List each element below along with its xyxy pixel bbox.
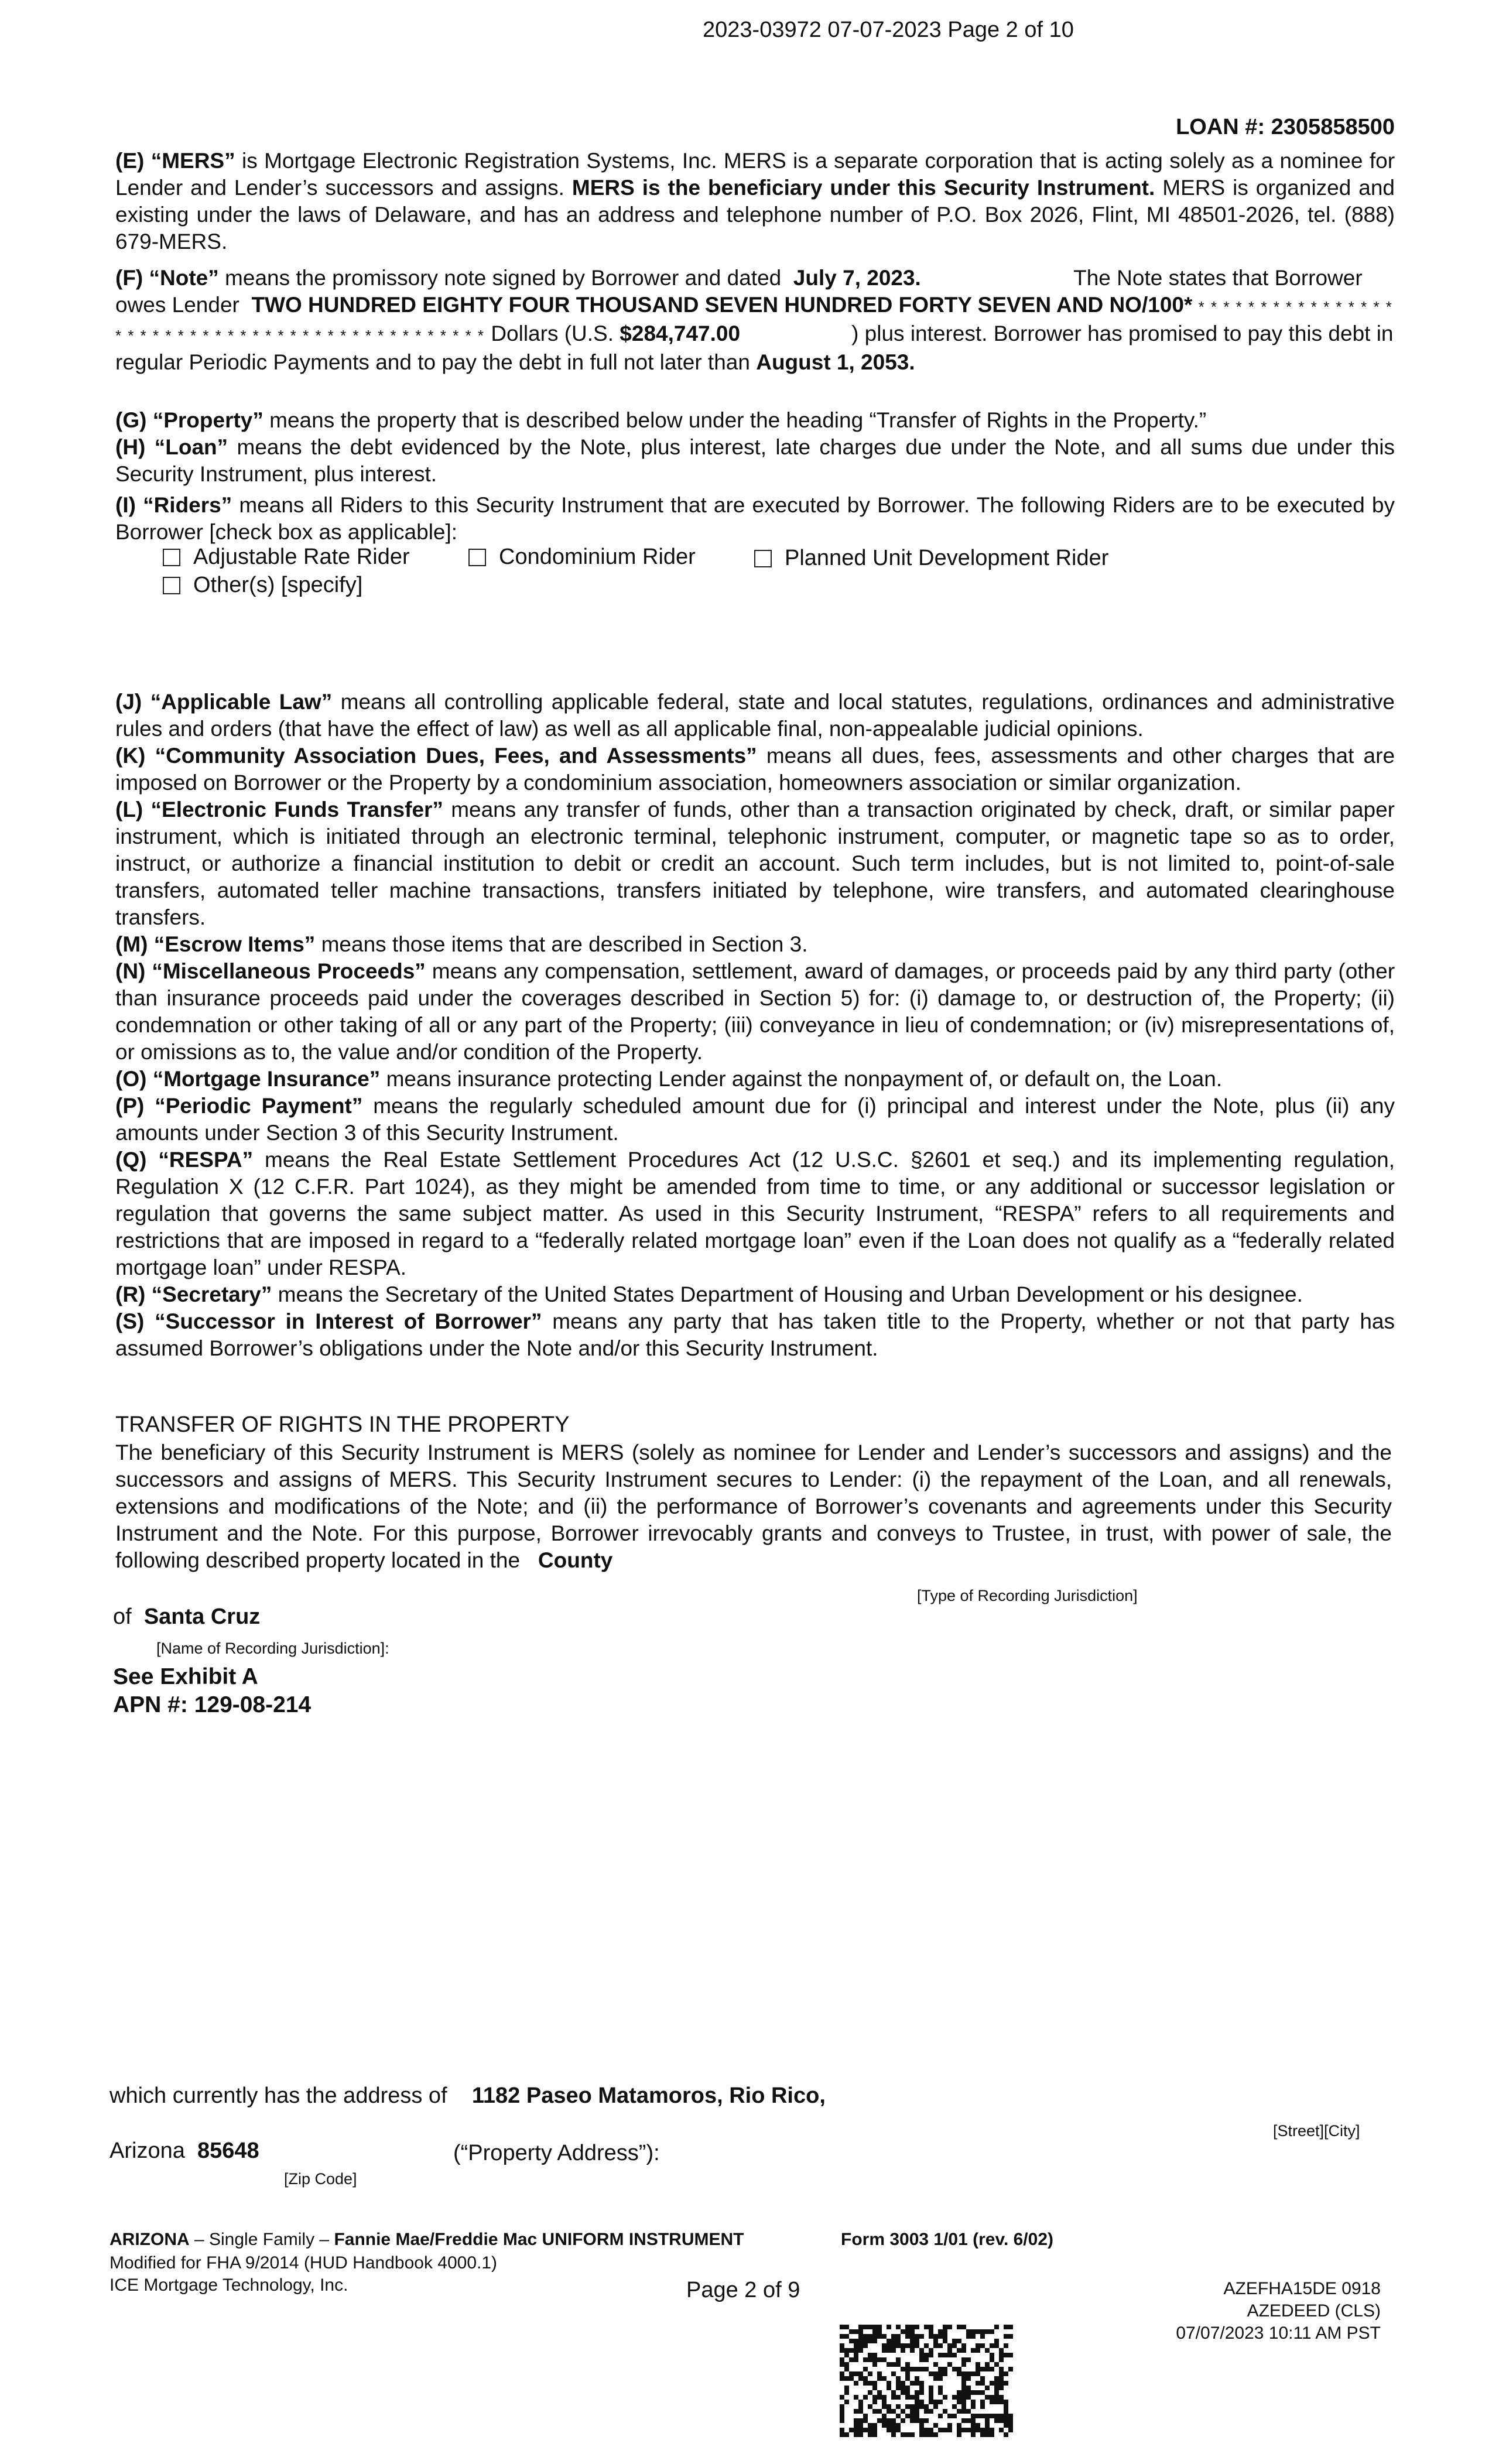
jurisdiction-type-caption: [Type of Recording Jurisdiction] xyxy=(917,1587,1138,1604)
definition-r: (R) “Secretary” means the Secretary of the United States Department of Housing and Urban Development or his designee. xyxy=(115,1282,1303,1306)
definition-p: (P) “Periodic Payment” means the regularly scheduled amount due for (i) principal and interest under the Note, plus (ii) any amounts under Section 3 of this Security Instrument. xyxy=(115,1094,1395,1145)
street-city-caption: [Street][City] xyxy=(1273,2122,1360,2140)
definition-q: (Q) “RESPA” means the Real Estate Settlement Procedures Act (12 U.S.C. §2601 et seq.) and its implementing regulation, Regulation X (12 C.F.R. Part 1024), as they might be amended from time to time, or any additional or successor legislation or regulation that governs the same subject matter. As used in this Security Instrument, “RESPA” refers to all requirements and restrictions that are imposed in regard to a “federally related mortgage loan” even if the Loan does not qualify as a “federally related mortgage loan” under RESPA. xyxy=(115,1148,1395,1279)
loan-number-value: 2305858500 xyxy=(1271,115,1395,139)
rider-other[interactable]: Other(s) [specify] xyxy=(163,573,362,598)
definition-h: (H) “Loan” means the debt evidenced by the Note, plus interest, late charges due under the Note, and all sums due under this Security Instrument, plus interest. xyxy=(115,435,1395,486)
jurisdiction-name-caption: [Name of Recording Jurisdiction]: xyxy=(156,1640,389,1657)
checkbox[interactable] xyxy=(468,549,486,566)
legal-description-2: APN #: 129-08-214 xyxy=(113,1692,312,1717)
loan-number-label: LOAN #: xyxy=(1176,115,1265,139)
definition-i: (I) “Riders” means all Riders to this Security Instrument that are executed by Borrower. The following Riders are to be executed by Borrower [check box as applicable]: xyxy=(115,493,1395,544)
definition-e: (E) “MERS” is Mortgage Electronic Registration Systems, Inc. MERS is a separate corporation that is acting solely as a nominee for Lender and Lender’s successors and assigns. MERS is the beneficiary under this Security Instrument. MERS is organized and existing under the laws of Delaware, and has an address and telephone number of P.O. Box 2026, Flint, MI 48501-2026, tel. (888) 679-MERS. xyxy=(115,149,1395,254)
definitions-j-to-s xyxy=(115,689,1395,1362)
barcode-image xyxy=(840,2325,1013,2437)
property-address-label: (“Property Address”): xyxy=(453,2141,660,2165)
definition-l: (L) “Electronic Funds Transfer” means any transfer of funds, other than a transaction originated by check, draft, or similar paper instrument, which is initiated through an electronic terminal, telephonic instrument, computer, or magnetic tape so as to order, instruct, or authorize a financial institution to debit or credit an account. Such term includes, but is not limited to, point-of-sale transfers, automated teller machine transactions, transfers initiated by telephone, wire transfers, and automated clearinghouse transfers. xyxy=(115,798,1395,929)
definition-j: (J) “Applicable Law” means all controlling applicable federal, state and local statutes, regulations, ordinances and administrative rules and orders (that have the effect of law) as well as all applicable final, non-appealable judicial opinions. xyxy=(115,690,1395,741)
definition-f: (F) “Note” means the promissory note signed by Borrower and dated July 7, 2023. The Note states that Borrower owes Lender TWO HUNDRED EIGHTY FOUR THOUSAND SEVEN HUNDRED FORTY SEVEN AND NO/100* * * * * * * * * * * * * * * * * * * * * * * * * * * * * * * * * * * * * * * * * * * * * * * Dollars (U.S. $284,747.00 ) plus interest. Borrower has promised to pay this debt in regular Periodic Payments and to pay the debt in full not later than August 1, 2053. xyxy=(115,266,1394,374)
footer-form-line: ARIZONA – Single Family – Fannie Mae/Freddie Mac UNIFORM INSTRUMENT xyxy=(109,2230,744,2249)
zip-caption: [Zip Code] xyxy=(284,2170,357,2188)
jurisdiction-name-line: of Santa Cruz xyxy=(113,1604,261,1629)
loan-number xyxy=(1176,115,1395,140)
definition-s: (S) “Successor in Interest of Borrower” means any party that has taken title to the Property, whether or not that party has assumed Borrower’s obligations under the Note and/or this Security Instrument. xyxy=(115,1309,1395,1360)
checkbox[interactable] xyxy=(754,550,772,567)
transfer-text: The beneficiary of this Security Instrument is MERS (solely as nominee for Lender and Lender’s successors and assigns) and the successors and assigns of MERS. This Security Instrument secures to Lender: (i) the repayment of the Loan, and all renewals, extensions and modifications of the Note; and (ii) the performance of Borrower’s covenants and agreements under this Security Instrument and the Note. For this purpose, Borrower irrevocably grants and conveys to Trustee, in trust, with power of sale, the following described property located in the County xyxy=(115,1440,1392,1572)
footer-form-number: Form 3003 1/01 (rev. 6/02) xyxy=(841,2230,1053,2249)
definition-o: (O) “Mortgage Insurance” means insurance protecting Lender against the nonpayment of, or default on, the Loan. xyxy=(115,1067,1223,1091)
definition-g: (G) “Property” means the property that is described below under the heading “Transfer of Rights in the Property.” xyxy=(115,408,1207,432)
footer-vendor: ICE Mortgage Technology, Inc. xyxy=(109,2275,348,2295)
rider-planned-unit-development[interactable]: Planned Unit Development Rider xyxy=(754,546,1108,571)
checkbox[interactable] xyxy=(163,549,180,566)
address-line: which currently has the address of 1182 Paseo Matamoros, Rio Rico, xyxy=(109,2083,826,2108)
footer-doc-codes: AZEFHA15DE 0918 AZEDEED (CLS) 07/07/2023 10:11 AM PST xyxy=(1176,2279,1381,2343)
definition-m: (M) “Escrow Items” means those items that are described in Section 3. xyxy=(115,932,808,956)
checkbox[interactable] xyxy=(163,577,180,594)
definition-k: (K) “Community Association Dues, Fees, and Assessments” means all dues, fees, assessments and other charges that are imposed on Borrower or the Property by a condominium association, homeowners association or similar organization. xyxy=(115,744,1395,795)
state-zip-line: Arizona 85648 xyxy=(109,2138,259,2163)
rider-condominium[interactable]: Condominium Rider xyxy=(468,545,696,570)
recording-stamp: 2023-03972 07-07-2023 Page 2 of 10 xyxy=(703,18,1074,42)
definition-n: (N) “Miscellaneous Proceeds” means any compensation, settlement, award of damages, or proceeds paid by any third party (other than insurance proceeds paid under the coverages described in Section 5) for: (i) damage to, or destruction of, the Property; (ii) condemnation or other taking of all or any part of the Property; (iii) conveyance in lieu of condemnation; or (iv) misrepresentations of, or omissions as to, the value and/or condition of the Property. xyxy=(115,959,1395,1064)
footer-page-number: Page 2 of 9 xyxy=(686,2278,800,2302)
rider-adjustable-rate[interactable]: Adjustable Rate Rider xyxy=(163,545,410,570)
legal-description-1: See Exhibit A xyxy=(113,1664,258,1689)
footer-fha-line: Modified for FHA 9/2014 (HUD Handbook 4000.1) xyxy=(109,2253,498,2273)
transfer-heading: TRANSFER OF RIGHTS IN THE PROPERTY xyxy=(115,1412,570,1437)
